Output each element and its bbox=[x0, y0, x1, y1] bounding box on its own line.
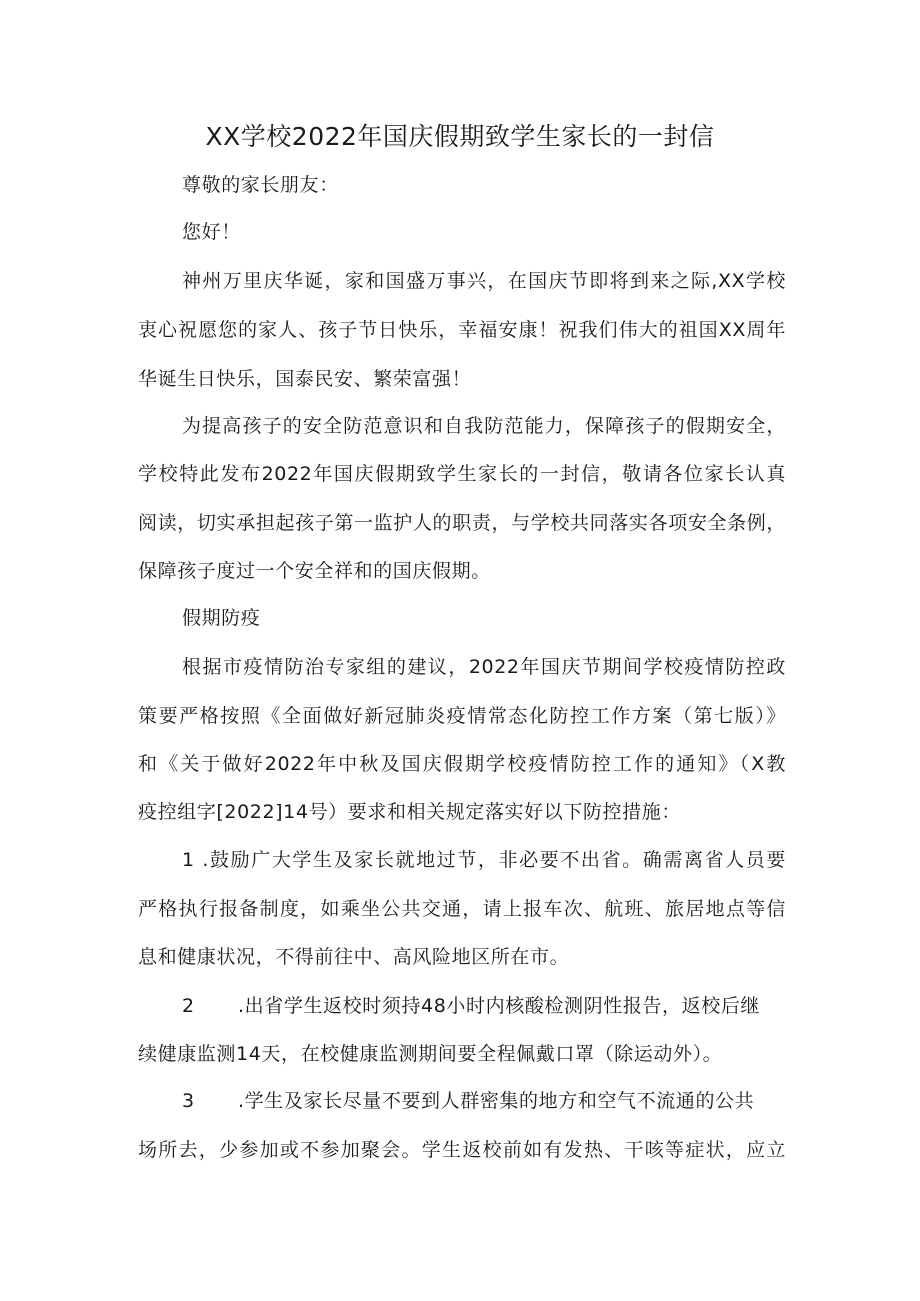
list-item-3-line: 场所去，少参加或不参加聚会。学生返校前如有发热、干咳等症状，应立 bbox=[138, 1139, 786, 1161]
list-item-1-line bbox=[182, 845, 786, 875]
paragraph2-line: 学校特此发布2022年国庆假期致学生家长的一封信，敬请各位家长认真 bbox=[138, 463, 786, 485]
list-item-1-line: 严格执行报备制度，如乘坐公共交通，请上报车次、航班、旅居地点等信 bbox=[138, 898, 786, 920]
list-item-2-line bbox=[182, 991, 786, 1021]
paragraph1-line: 神州万里庆华诞，家和国盛万事兴，在国庆节即将到来之际,XX学校 bbox=[182, 270, 786, 292]
paragraph3-line: 根据市疫情防治专家组的建议，2022年国庆节期间学校疫情防控政 bbox=[182, 656, 786, 678]
greeting: 您好！ bbox=[182, 221, 241, 243]
paragraph2-line: 为提高孩子的安全防范意识和自我防范能力，保障孩子的假期安全， bbox=[182, 415, 786, 437]
section-heading: 假期防疫 bbox=[182, 607, 261, 629]
list-item-3-line bbox=[182, 1086, 786, 1116]
paragraph3-line: 疫控组字[2022]14号）要求和相关规定落实好以下防控措施： bbox=[138, 801, 681, 823]
paragraph2-line: 阅读，切实承担起孩子第一监护人的职责，与学校共同落实各项安全条例， bbox=[138, 512, 786, 534]
list-item-number: 2 bbox=[182, 995, 195, 1017]
paragraph3-line: 策要严格按照《全面做好新冠肺炎疫情常态化防控工作方案（第七版）》 bbox=[138, 705, 786, 727]
list-item-text: .鼓励广大学生及家长就地过节，非必要不出省。确需离省人员要 bbox=[202, 849, 786, 871]
paragraph3-line: 和《关于做好2022年中秋及国庆假期学校疫情防控工作的通知》（X教 bbox=[138, 753, 786, 775]
list-item-text: .学生及家长尽量不要到人群密集的地方和空气不流通的公共 bbox=[238, 1090, 755, 1112]
document-title: XX学校2022年国庆假期致学生家长的一封信 bbox=[205, 122, 715, 151]
salutation: 尊敬的家长朋友： bbox=[182, 174, 339, 196]
list-item-1-line: 息和健康状况，不得前往中、高风险地区所在市。 bbox=[138, 946, 570, 968]
list-item-text: .出省学生返校时须持48小时内核酸检测阴性报告，返校后继 bbox=[238, 995, 761, 1017]
paragraph1-line: 华诞生日快乐，国泰民安、繁荣富强！ bbox=[138, 368, 472, 390]
list-item-2-line: 续健康监测14天，在校健康监测期间要全程佩戴口罩（除运动外）。 bbox=[138, 1043, 723, 1065]
paragraph2-line: 保障孩子度过一个安全祥和的国庆假期。 bbox=[138, 560, 491, 582]
list-item-number: 3 bbox=[182, 1090, 195, 1112]
paragraph1-line: 衷心祝愿您的家人、孩子节日快乐，幸福安康！祝我们伟大的祖国XX周年 bbox=[138, 319, 786, 341]
list-item-number: 1 bbox=[182, 849, 195, 871]
